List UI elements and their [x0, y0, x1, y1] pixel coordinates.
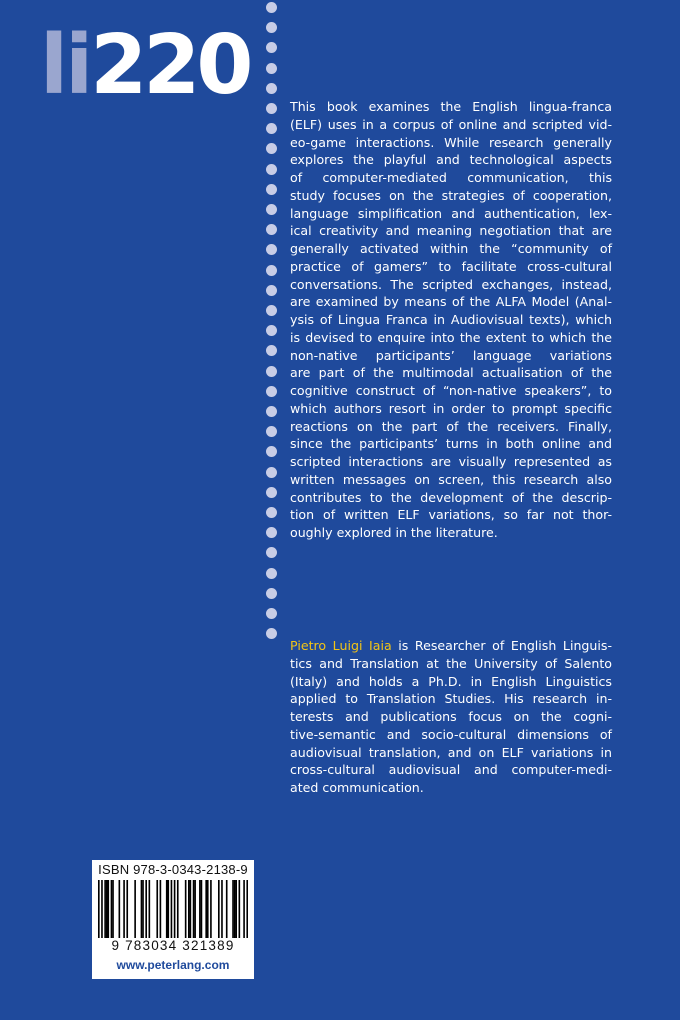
dotted-divider — [266, 0, 278, 640]
series-logo — [40, 18, 250, 113]
divider-dot — [266, 164, 277, 175]
description-line: conversations. The scripted exchanges, instead, — [290, 276, 612, 292]
barcode-bar — [171, 880, 173, 938]
barcode-bar — [239, 880, 241, 938]
barcode-bar — [156, 880, 158, 938]
barcode-bar — [234, 880, 236, 938]
divider-dot — [266, 285, 277, 296]
description-line: ical creativity and meaning negotiation that are — [290, 223, 612, 239]
description-line: reactions on the part of the receivers. Finally, — [290, 418, 612, 434]
divider-dot — [266, 345, 277, 356]
description-line: (ELF) uses in a corpus of online and scripted vid- — [290, 116, 612, 132]
barcode-bar — [226, 880, 228, 938]
book-description — [290, 98, 612, 542]
description-line: generally activated within the “community of — [290, 241, 612, 256]
barcode-bar — [174, 880, 176, 938]
bio-line: audiovisual translation, and on ELF variations in — [290, 744, 612, 760]
barcode-bar — [123, 880, 125, 938]
divider-dot — [266, 103, 277, 114]
description-line: language simplification and authentication, lex- — [290, 205, 612, 221]
barcode-bar — [106, 880, 108, 938]
barcode-bar — [101, 880, 103, 938]
barcode-bar — [246, 880, 248, 938]
barcode-bar — [142, 880, 144, 938]
barcode-bar — [167, 880, 169, 938]
description-line: are part of the multimodal actualisation of the — [290, 365, 612, 381]
barcode-bar — [205, 880, 207, 938]
description-line: study focuses on the strategies of cooperation, — [290, 187, 612, 203]
divider-dot — [266, 507, 277, 518]
barcode-bar — [210, 880, 212, 938]
barcode-digits: 9 783034 321389 — [111, 938, 235, 953]
divider-dot — [266, 446, 277, 457]
divider-dot — [266, 305, 277, 316]
barcode-bar — [201, 880, 203, 938]
barcode-bar — [185, 880, 187, 938]
divider-dot — [266, 628, 277, 639]
divider-dot — [266, 184, 277, 195]
bio-line: (Italy) and holds a Ph.D. in English Linguistics — [290, 673, 612, 689]
barcode-bar — [111, 880, 113, 938]
divider-dot — [266, 467, 277, 478]
author-bio — [290, 637, 612, 797]
barcode-bar — [149, 880, 151, 938]
bio-line: ated communication. — [290, 780, 424, 795]
divider-dot — [266, 2, 277, 13]
barcode-bar — [104, 880, 106, 938]
divider-dot — [266, 204, 277, 215]
description-line: are examined by means of the ALFA Model (Anal- — [290, 294, 612, 310]
bio-line: tive-semantic and socio-cultural dimensions of — [290, 726, 612, 742]
description-line: cognitive construct of “non-native speakers”, to — [290, 383, 612, 398]
divider-dot — [266, 487, 277, 498]
bio-line: cross-cultural audiovisual and computer-medi- — [290, 762, 612, 778]
barcode-bar — [134, 880, 136, 938]
divider-dot — [266, 63, 277, 74]
divider-dot — [266, 568, 277, 579]
divider-dot — [266, 123, 277, 134]
description-line: is devised to enquire into the extent to which the — [290, 329, 612, 345]
divider-dot — [266, 426, 277, 437]
barcode-bar — [221, 880, 223, 938]
barcode-bar — [98, 880, 100, 938]
barcode-bar — [112, 880, 114, 938]
divider-dot — [266, 244, 277, 255]
series-logo-prefix: li — [40, 18, 91, 113]
bio-line — [290, 637, 612, 655]
divider-dot — [266, 42, 277, 53]
barcode-bar — [232, 880, 234, 938]
description-line: oughly explored in the literature. — [290, 525, 498, 540]
description-line: scripted interactions are visually represented as — [290, 454, 612, 469]
barcode-bar — [188, 880, 190, 938]
divider-dot — [266, 527, 277, 538]
divider-dot — [266, 608, 277, 619]
series-logo-number: 220 — [90, 18, 250, 113]
barcode-bar — [194, 880, 196, 938]
barcode-bar — [199, 880, 201, 938]
barcode-bar — [243, 880, 245, 938]
barcode-bar — [218, 880, 220, 938]
divider-dot — [266, 366, 277, 377]
barcode-bar — [190, 880, 192, 938]
barcode-bar — [193, 880, 195, 938]
divider-dot — [266, 22, 277, 33]
divider-dot — [266, 325, 277, 336]
description-line: explores the playful and technological aspects — [290, 152, 612, 168]
description-line: tion of written ELF variations, so far not thor- — [290, 507, 612, 523]
divider-dot — [266, 386, 277, 397]
divider-dot — [266, 547, 277, 558]
divider-dot — [266, 406, 277, 417]
divider-dot — [266, 83, 277, 94]
barcode-bar — [207, 880, 209, 938]
divider-dot — [266, 143, 277, 154]
bio-line: terests and publications focus on the cogni- — [290, 709, 612, 724]
barcode-bar — [235, 880, 237, 938]
description-line: non-native participants’ language variations — [290, 347, 612, 363]
barcode-icon — [98, 880, 248, 938]
description-line: since the participants’ turns in both online and — [290, 436, 612, 452]
description-line: This book examines the English lingua-franca — [290, 99, 612, 114]
divider-dot — [266, 265, 277, 276]
barcode-bar — [160, 880, 162, 938]
barcode-bar — [107, 880, 109, 938]
divider-dot — [266, 224, 277, 235]
bio-line: tics and Translation at the University of Salento — [290, 655, 612, 671]
description-line: practice of gamers” to facilitate cross-cultural — [290, 258, 612, 274]
divider-dot — [266, 588, 277, 599]
barcode-bar — [166, 880, 168, 938]
description-line: which authors resort in order to prompt specific — [290, 400, 612, 416]
barcode-bar — [141, 880, 143, 938]
description-line: contributes to the development of the descrip- — [290, 489, 612, 505]
bio-first-line-rest: is Researcher of English Linguis- — [391, 638, 613, 653]
barcode-bar — [177, 880, 179, 938]
description-line: ysis of Lingua Franca in Audiovisual texts), which — [290, 312, 612, 327]
description-line: written messages on screen, this research also — [290, 471, 612, 487]
barcode-bar — [145, 880, 147, 938]
barcode-bar — [119, 880, 121, 938]
barcode-box — [92, 860, 254, 979]
author-name: Pietro Luigi Iaia — [290, 638, 392, 653]
description-line: eo-game interactions. While research generally — [290, 134, 612, 150]
publisher-website: www.peterlang.com — [116, 958, 230, 972]
bio-line: applied to Translation Studies. His research in- — [290, 691, 612, 707]
barcode-bar — [126, 880, 128, 938]
description-line: of computer-mediated communication, this — [290, 170, 612, 185]
isbn-label: ISBN 978-3-0343-2138-9 — [98, 862, 248, 877]
